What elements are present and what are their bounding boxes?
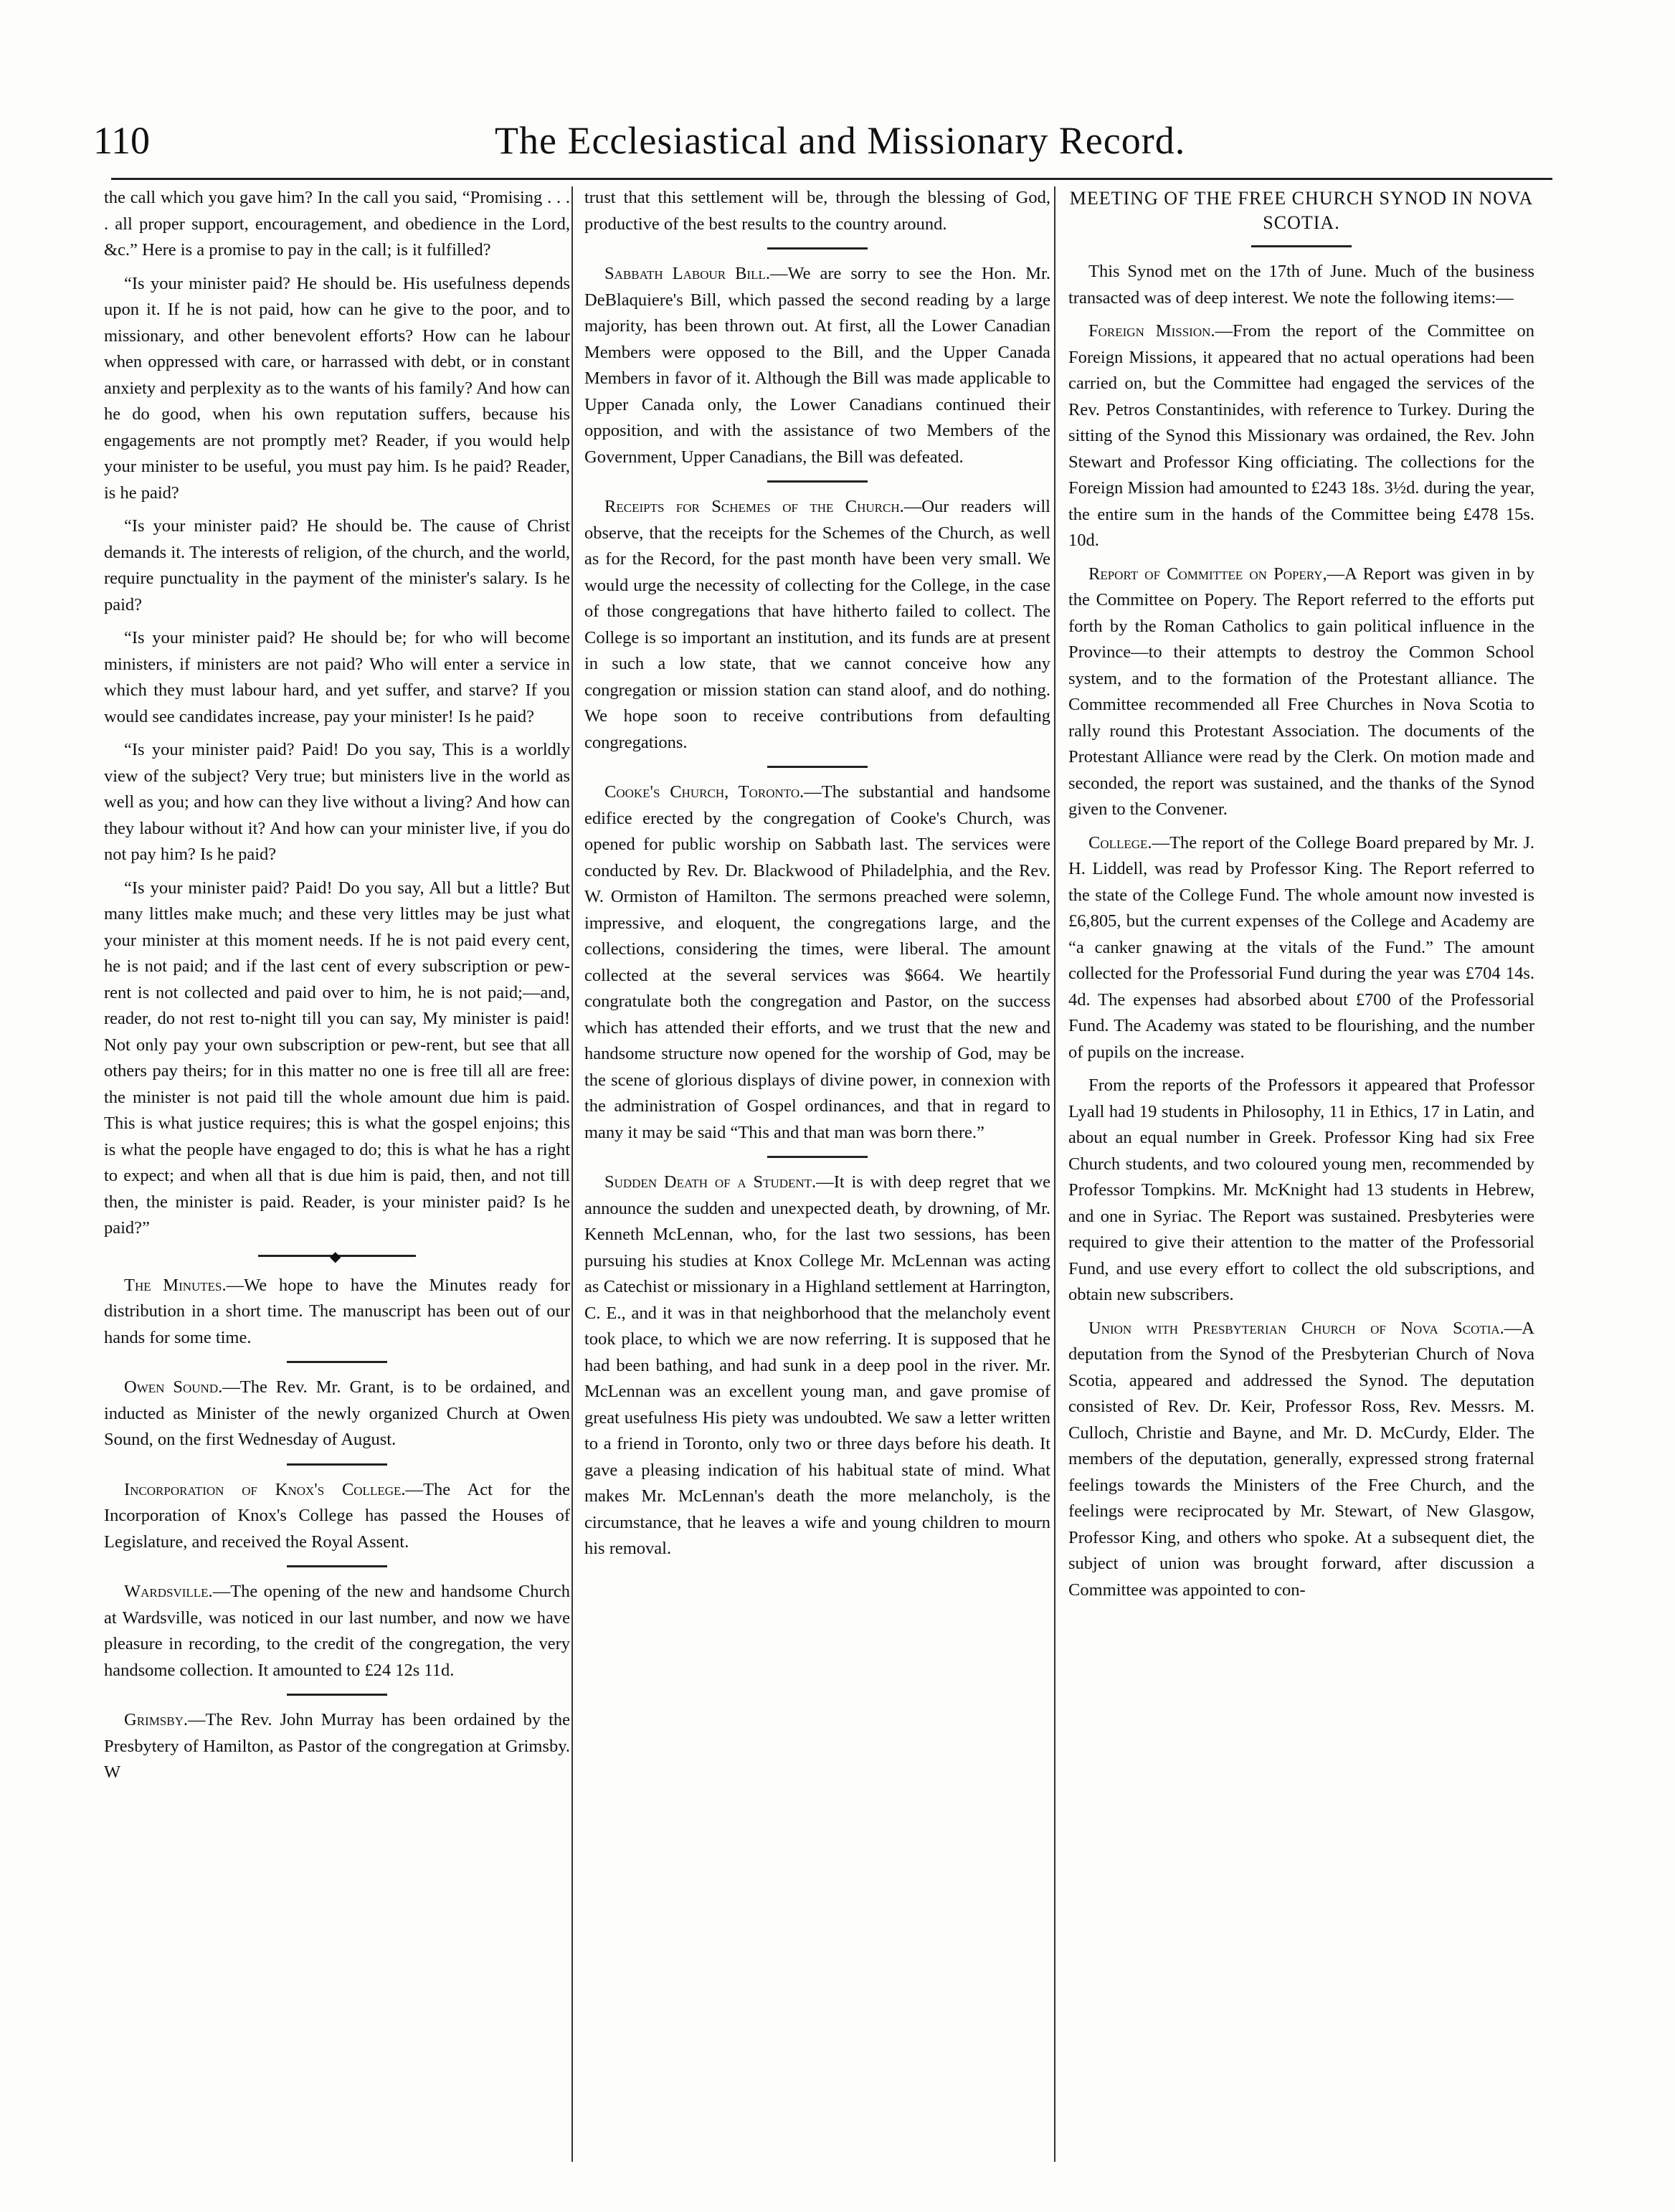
column-divider: [1054, 186, 1055, 2162]
item-heading: College.: [1088, 832, 1152, 853]
item-body: —A Report was given in by the Committee on Popery. The Report referred to the efforts put forth by the Roman Catholics to gain political influence in the Province—to their attempts to destroy the Common School system, and to the formation of the Protestant alliance. The Committee recommended all Free Churches in Nova Scotia to rally round this Protestant Association. The documents of the Protestant Alliance were read by the Clerk. On motion made and seconded, the report was sustained, and the thanks of the Synod given to the Convener.: [1068, 564, 1534, 819]
section-rule: [287, 1694, 387, 1696]
item-heading: Grimsby.: [124, 1710, 189, 1729]
item-body: —From the report of the Committee on Foreign Missions, it appeared that no actual operations had been carried on, but the Committee had engaged the services of the Rev. Petros Constantinides, with reference to Turkey. During the sitting of the Synod this Missionary was ordained, the Rev. John Stewart and Professor King officiating. The collections for the Foreign Mission had amounted to £243 18s. 3½d. during the year, the entire sum in the hands of the Committee being £478 15s. 10d.: [1068, 321, 1534, 550]
article-paragraph: “Is your minister paid? Paid! Do you say, All but a little? But many littles make much; and these very littles may be just what your minister at this moment needs. If he is not paid every cent, he is not paid; and if the last cent of every subscription or pew-rent is not collected and paid over to him, he is not paid;—and, reader, do not rest to-night till you can say, My minister is paid! Not only pay your own subscription or pew-rent, but see that all others pay theirs; for in this matter no one is free till all are free: the minister is not paid till the whole amount due him is paid. This is what justice requires; this is what the gospel enjoins; this is what the people have engaged to do; this is what he has a right to expect; and when all that is due him is paid, then, and not till then, the minister is paid. Reader, is your minister paid? Is he paid?”: [104, 878, 570, 1238]
header-rule: [111, 178, 1552, 180]
article-paragraph: “Is your minister paid? He should be; for who will become ministers, if ministers are not paid? Who will enter a service in which they must labour hard, and yet suffer, and starve? If you would see candidates increase, pay your minister! Is he paid?: [104, 628, 570, 726]
news-item-grimsby: [104, 1707, 570, 1786]
item-heading: Owen Sound.: [124, 1377, 223, 1397]
news-item-popery: [1068, 561, 1534, 823]
item-heading: Cooke's Church, Toronto.: [604, 782, 805, 802]
item-body: —The opening of the new and handsome Church at Wardsville, was noticed in our last number, and now we have pleasure in recording, to the credit of the congregation, the very handsome collection. It amounted to £24 12s 11d.: [104, 1582, 570, 1680]
section-rule: [287, 1463, 387, 1466]
item-body: —The report of the College Board prepared by Mr. J. H. Liddell, was read by Professor King. The Report referred to the state of the College Fund. The whole amount now invested is £6,805, but the current expenses of the College and Academy are “a canker gnawing at the vitals of the Fund.” The amount collected for the Professorial Fund during the year was £704 14s. 4d. The expenses had absorbed about £700 of the Professorial Fund. The Academy was stated to be flourishing, and the number of pupils on the increase.: [1068, 832, 1534, 1062]
section-rule: [767, 1156, 868, 1158]
running-title: The Ecclesiastical and Missionary Record.: [495, 119, 1186, 162]
section-rule: [287, 1361, 387, 1363]
item-heading: Report of Committee on Popery,: [1088, 564, 1327, 584]
article-paragraph: the call which you gave him? In the call you said, “Promising . . . . all proper support, encouragement, and obedience in the Lord, &c.” Here is a promise to pay in the call; is it fulfilled?: [104, 188, 570, 260]
news-item-receipts: [584, 494, 1050, 756]
item-body: —We hope to have the Minutes ready for distribution in a short time. The manuscript has been out of our hands for some time.: [104, 1275, 570, 1347]
news-item-owen-sound: [104, 1375, 570, 1453]
news-item-student-death: [584, 1169, 1050, 1562]
item-body: —The Act for the Incorporation of Knox's College has passed the Houses of Legislature, and received the Royal Assent.: [104, 1479, 570, 1552]
news-item-wardsville: [104, 1579, 570, 1684]
section-rule: [287, 1565, 387, 1567]
section-rule: [767, 480, 868, 483]
item-heading: Sudden Death of a Student.: [604, 1172, 817, 1192]
article-paragraph: This Synod met on the 17th of June. Much of the business transacted was of deep interest. We note the following items:—: [1068, 262, 1534, 308]
column-3: [1068, 185, 1534, 2169]
ornamental-rule: [258, 1255, 416, 1257]
item-heading: Wardsville.: [124, 1582, 213, 1601]
column-1: [104, 185, 570, 2169]
section-rule: [767, 766, 868, 768]
column-2: [584, 185, 1050, 2169]
article-paragraph: From the reports of the Professors it appeared that Professor Lyall had 19 students in Philosophy, 11 in Ethics, 17 in Latin, and about an equal number in Greek. Professor King had six Free Church students, and two coloured young men, recommended by Professor Tompkins. Mr. McKnight had 13 students in Hebrew, and one in Syriac. The Report was sustained. Presbyteries were required to give their attention to the matter of the Professorial Fund, and use every effort to collect the old subscriptions, and obtain new subscribers.: [1068, 1076, 1534, 1304]
news-item-cookes-church: [584, 779, 1050, 1146]
item-heading: Foreign Mission.: [1088, 321, 1215, 341]
item-heading: Incorporation of Knox's College.: [124, 1479, 406, 1499]
item-heading: Receipts for Schemes of the Church.: [604, 497, 904, 516]
news-item-union: [1068, 1316, 1534, 1604]
news-item-foreign-mission: [1068, 318, 1534, 554]
item-body: —The Rev. Mr. Grant, is to be ordained, and inducted as Minister of the newly organized Church at Owen Sound, on the first Wednesday of August.: [104, 1377, 570, 1449]
news-item-knox: [104, 1477, 570, 1556]
article-title: MEETING OF THE FREE CHURCH SYNOD IN NOVA SCOTIA.: [1069, 188, 1534, 233]
news-item-college: [1068, 830, 1534, 1066]
section-rule: [1251, 245, 1352, 247]
article-paragraph: “Is your minister paid? He should be. The cause of Christ demands it. The interests of religion, of the church, and the world, require punctuality in the payment of the minister's salary. Is he paid?: [104, 516, 570, 614]
item-body: —We are sorry to see the Hon. Mr. DeBlaquiere's Bill, which passed the second reading by a large majority, has been thrown out. At first, all the Lower Canadian Members were opposed to the Bill, and the Upper Canada Members in favor of it. Although the Bill was made applicable to Upper Canada only, the Lower Canadians continued their opposition, and with the assistance of two Members of the Government, Upper Canadians, the Bill was defeated.: [584, 264, 1050, 467]
article-paragraph: trust that this settlement will be, through the blessing of God, productive of the best results to the country around.: [584, 188, 1050, 234]
section-rule: [767, 247, 868, 250]
item-heading: Sabbath Labour Bill.: [604, 264, 770, 283]
item-body: —It is with deep regret that we announce the sudden and unexpected death, by drowning, of Mr. Kenneth McLennan, who, for the last two sessions, has been pursuing his studies at Knox College Mr. McLennan was acting as Catechist or missionary in a Highland settlement at Harrington, C. E., and it was in that neighborhood that the melancholy event took place, to which we are now referring. It is supposed that he had been bathing, and had sunk in a deep pool in the river. Mr. McLennan was an excellent young man, and gave promise of great usefulness His piety was undoubted. We saw a letter written to a friend in Toronto, only two or three days before his death. It gave a pleasing indication of his habitual state of mind. What makes Mr. McLennan's death the more melancholy, is the circumstance, that he leaves a wife and young children to mourn his removal.: [584, 1172, 1050, 1558]
news-item-minutes: [104, 1273, 570, 1352]
item-body: —Our readers will observe, that the receipts for the Schemes of the Church, as well as for the Record, for the past month have been very small. We would urge the necessity of collecting for the College, in the case of those congregations that have hitherto failed to collect. The College is so important an institution, and its funds are at present in such a low state, that we cannot conceive how any congregation or mission station can stand aloof, and do nothing. We hope soon to receive contributions from defaulting congregations.: [584, 497, 1050, 752]
page-header: [93, 118, 1563, 176]
item-heading: The Minutes.: [124, 1275, 227, 1295]
article-paragraph: “Is your minister paid? He should be. His usefulness depends upon it. If he is not paid, how can he give to the poor, and to missionary, and other benevolent efforts? How can he labour when oppressed with care, or harrassed with debt, or in constant anxiety and perplexity as to the wants of his family? And how can he do good, when his own reputation suffers, because his engagements are not promptly met? Reader, if you would help your minister to be useful, you must pay him. Is he paid? Reader, is he paid?: [104, 273, 570, 503]
news-item-sabbath-bill: [584, 261, 1050, 470]
item-heading: Union with Presbyterian Church of Nova Scotia.: [1088, 1318, 1504, 1338]
item-body: —The substantial and handsome edifice erected by the congregation of Cooke's Church, was opened for public worship on Sabbath last. The services were conducted by Rev. Dr. Blackwood of Philadelphia, and the Rev. W. Ormiston of Hamilton. The sermons preached were solemn, impressive, and eloquent, the congregations large, and the collections, considering the times, were liberal. The amount collected at the several services was $664. We heartily congratulate both the congregation and Pastor, on the success which has attended their efforts, and we trust that the new and handsome structure now opened for the worship of God, may be the scene of glorious displays of divine power, in connexion with the administration of Gospel ordinances, and that in regard to many it may be said “This and that man was born there.”: [584, 782, 1050, 1142]
column-divider: [571, 186, 573, 2162]
item-body: —A deputation from the Synod of the Presbyterian Church of Nova Scotia, appeared and addressed the Synod. The deputation consisted of Rev. Dr. Keir, Professor Ross, Rev. Messrs. M. Culloch, Christie and Bayne, and Mr. D. McCurdy, Elder. The members of the deputation, generally, expressed strong fraternal feelings towards the Ministers of the Free Church, and the feelings were reciprocated by Mr. Stewart, of New Glasgow, Professor King, and others who spoke. At a subsequent diet, the subject of union was brought forward, after discussion a Committee was appointed to con-: [1068, 1318, 1534, 1600]
article-paragraph: “Is your minister paid? Paid! Do you say, This is a worldly view of the subject? Very true; but ministers live in the world as well as you; and how can they live without a living? And how can they labour without it? And how can your minister live, if you do not pay him? Is he paid?: [104, 740, 570, 864]
page-number: 110: [93, 119, 150, 162]
item-body: —The Rev. John Murray has been ordained by the Presbytery of Hamilton, as Pastor of the congregation at Grimsby. W: [104, 1710, 570, 1782]
